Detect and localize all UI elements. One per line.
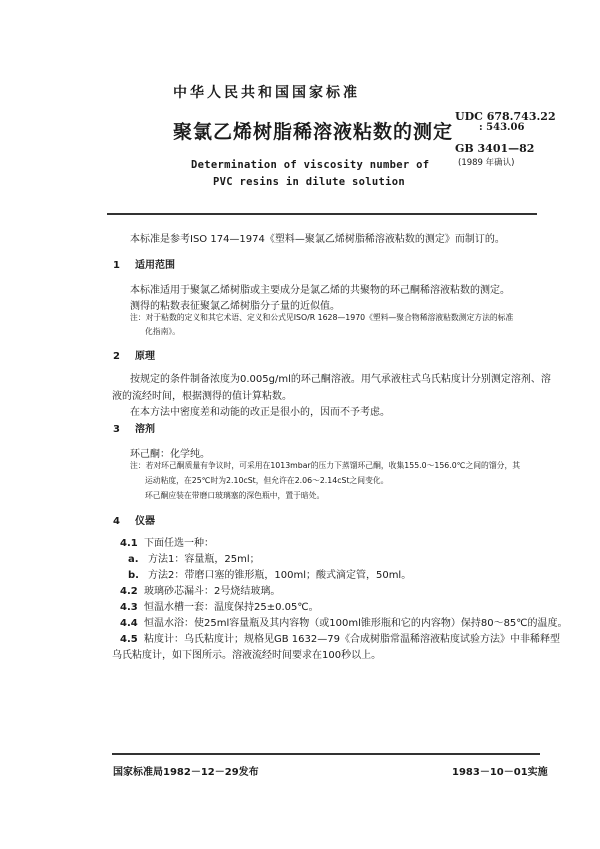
section-3-para-1: 环己酮：化学纯。 <box>130 449 210 460</box>
item-text: 方法1：容量瓶，25ml； <box>148 554 260 565</box>
section-2-para-1-line-1: 按规定的条件制备浓度为0.005g/ml的环己酮溶液。用气承液柱式乌氏粘度计分别测定溶剂、溶 <box>130 374 551 385</box>
intro-paragraph: 本标准是参考ISO 174—1974《塑料—聚氯乙烯树脂稀溶液粘数的测定》而制订的。 <box>130 234 505 245</box>
section-4-heading <box>113 512 155 527</box>
title-chinese: 聚氯乙烯树脂稀溶液粘数的测定 <box>173 121 454 143</box>
item-text: 粘度计：乌氏粘度计；规格见GB 1632—79《合成树脂常温稀溶液粘度试验方法》中非稀释型 <box>144 634 560 645</box>
section-1-para-2: 测得的粘数表征聚氯乙烯树脂分子量的近似值。 <box>130 301 340 312</box>
item-text: 恒温水浴：使25ml容量瓶及其内容物（或100ml锥形瓶和它的内容物）保持80～85℃的温度。 <box>144 618 568 629</box>
section-2-para-1-line-2: 液的流经时间，根据测得的值计算粘数。 <box>112 391 292 402</box>
item-number: 4.5 <box>120 634 138 645</box>
section-number: 4 <box>113 516 120 527</box>
item-4-1 <box>120 534 214 549</box>
section-number: 3 <box>113 424 120 435</box>
issue-date: 国家标准局1982－12－29发布 <box>113 767 259 778</box>
item-4-1-a <box>128 550 260 565</box>
section-3-heading <box>113 420 155 435</box>
section-2-heading <box>113 347 155 362</box>
effective-date: 1983－10－01实施 <box>452 767 548 778</box>
national-standard-label: 中华人民共和国国家标准 <box>173 85 360 101</box>
section-number: 2 <box>113 351 120 362</box>
title-english-line-1: Determination of viscosity number of <box>191 159 430 171</box>
section-3-note-line-3: 环己酮应装在带磨口玻璃塞的深色瓶中，置于暗处。 <box>145 491 325 500</box>
section-title: 溶剂 <box>135 424 155 435</box>
item-number: 4.3 <box>120 602 138 613</box>
item-number: 4.4 <box>120 618 138 629</box>
section-title: 仪器 <box>135 516 155 527</box>
udc-code: UDC 678.743.22 <box>455 110 556 123</box>
item-text: 恒温水槽一套：温度保持25±0.05℃。 <box>144 602 319 613</box>
item-4-4 <box>120 614 568 629</box>
item-4-1-b <box>128 566 411 581</box>
header-divider <box>107 213 537 215</box>
item-number: 4.2 <box>120 586 138 597</box>
footer-divider <box>112 753 540 755</box>
section-3-note-line-2: 运动粘度，在25℃时为2.10cSt，但允许在2.06～2.14cSt之间变化。 <box>145 476 389 485</box>
section-number: 1 <box>113 260 120 271</box>
title-english-line-2: PVC resins in dilute solution <box>213 176 406 188</box>
item-number: b. <box>128 570 139 581</box>
item-text: 玻璃砂芯漏斗：2号烧结玻璃。 <box>144 586 281 597</box>
item-4-5 <box>120 630 560 645</box>
section-1-para-1: 本标准适用于聚氯乙烯树脂或主要成分是氯乙烯的共聚物的环己酮稀溶液粘数的测定。 <box>130 285 510 296</box>
section-title: 原理 <box>135 351 155 362</box>
section-3-note-line-1: 注：若对环己酮质量有争议时，可采用在1013mbar的压力下蒸馏环己酮，收集155.0～156.0℃之间的馏分，其 <box>130 461 521 470</box>
item-4-3 <box>120 598 319 613</box>
item-number: 4.1 <box>120 538 138 549</box>
item-text: 下面任选一种： <box>144 538 214 549</box>
item-4-2 <box>120 582 280 597</box>
section-title: 适用范围 <box>135 260 175 271</box>
standard-number: GB 3401—82 <box>455 142 535 155</box>
confirmation-year: (1989 年确认) <box>458 158 515 168</box>
section-1-heading <box>113 256 175 271</box>
section-1-note-line-2: 化指南》。 <box>145 327 181 336</box>
section-2-para-2: 在本方法中密度差和动能的改正是很小的，因而不予考虑。 <box>130 407 390 418</box>
item-number: a. <box>128 554 139 565</box>
item-4-5-continuation: 乌氏粘度计，如下图所示。溶液流经时间要求在100秒以上。 <box>112 650 382 661</box>
section-1-note-line-1: 注：对于粘数的定义和其它术语、定义和公式见ISO/R 1628—1970《塑料—聚合物稀溶液粘数测定方法的标准 <box>130 313 514 322</box>
item-text: 方法2：带磨口塞的锥形瓶，100ml；酸式滴定管，50ml。 <box>148 570 412 581</box>
udc-code-cont: : 543.06 <box>479 122 525 133</box>
